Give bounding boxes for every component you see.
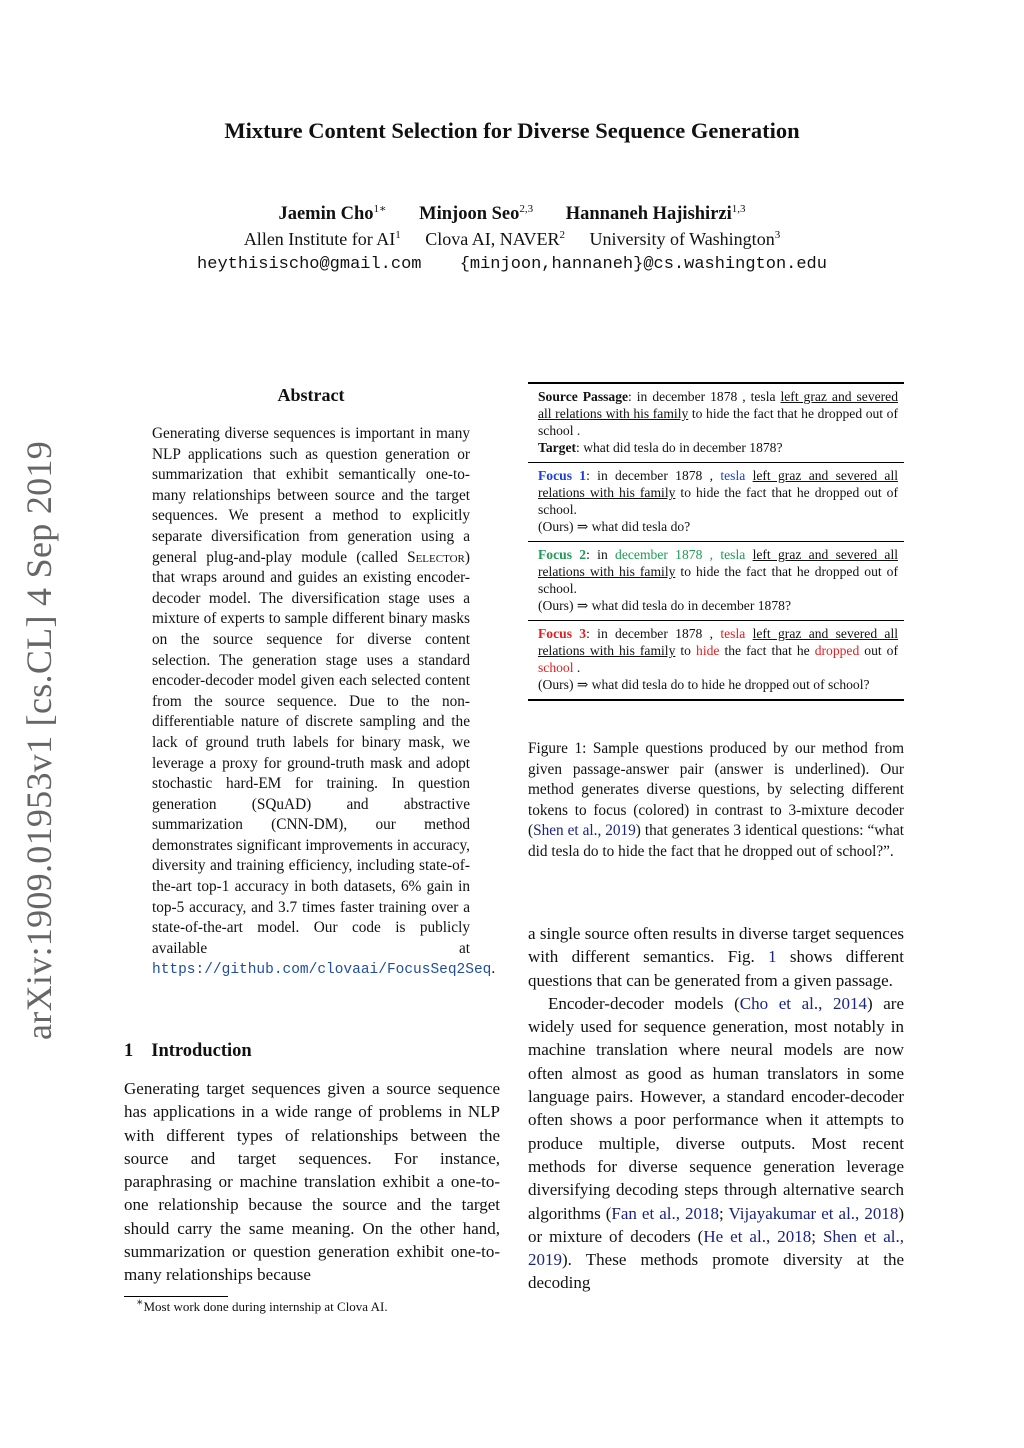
paragraph: Encoder-decoder models (Cho et al., 2014) are widely used for sequence generation, most notably in machine translation where neural models are now often almost as good as human translators in some language pairs. However, a standard encoder-decoder often shows a poor performance when it attempts to produce multiple, diverse outputs. Most recent methods for diverse sequence generation leverage diversifying decoding steps through alternative search algorithms (Fan et al., 2018; Vijayakumar et al., 2018) or mixture of decoders (He et al., 2018; Shen et al., 2019). These methods promote diversity at the decoding <box>528 993 904 1293</box>
source-passage-block: Source Passage: in december 1878 , tesla left graz and severed all relations with his family to hide the fact that he dropped out of school . Target: what did tesla do in december 1878? <box>528 382 904 462</box>
paper-title: Mixture Content Selection for Diverse Sequence Generation <box>224 118 800 143</box>
figure-ref-link[interactable]: 1 <box>768 947 777 967</box>
affiliation-1: Allen Institute for $AI^1$ <box>243 229 401 249</box>
footnote: ∗Most work done during internship at Clova AI. <box>136 1296 388 1314</box>
focus-2-block: Focus 2: in december 1878 , tesla left graz and severed all relations with his family to hide the fact that he dropped out of school. (Ours) ⇒ what did tesla do in december 1878? <box>528 541 904 620</box>
paragraph: a single source often results in diverse target sequences with different semantics. Fig. 1 shows different questions that can be generated from a given passage. <box>528 924 904 990</box>
intro-paragraph-right <box>528 922 904 1295</box>
author-2: Minjoon Seo$^{2,3}$ <box>419 202 534 224</box>
selector-term: Selector <box>407 548 465 566</box>
affiliation-2: Clova AI, NAVER$^2$ <box>425 229 565 249</box>
section-heading-introduction: 1 Introduction <box>124 1041 252 1061</box>
focus-3-block: Focus 3: in december 1878 , tesla left graz and severed all relations with his family to hide the fact that he dropped out of school . (Ours) ⇒ what did tesla do to hide he dropped out of school? <box>528 620 904 699</box>
citation-link[interactable]: Vijayakumar et al., 2018 <box>728 1203 899 1223</box>
focus-1-block: Focus 1: in december 1878 , tesla left graz and severed all relations with his family to hide the fact that he dropped out of school. (Ours) ⇒ what did tesla do? <box>528 462 904 541</box>
figure-bottom-rule <box>528 699 904 701</box>
citation-link[interactable]: He et al., 2018 <box>703 1226 812 1246</box>
author-list <box>0 204 1024 225</box>
email-2[interactable]: {minjoon,hannaneh}@cs.washington.edu <box>459 255 827 274</box>
citation-link[interactable]: Cho et al., 2014 <box>739 993 867 1013</box>
abstract-heading: Abstract <box>277 385 345 405</box>
citation-link[interactable]: Shen et al., 2019 <box>528 1226 904 1270</box>
citation-link[interactable]: Shen et al., 2019 <box>533 822 636 840</box>
figure-1-caption: Figure 1: Sample questions produced by our method from given passage-answer pair (answer is underlined). Our method generates diverse questions, by selecting different tokens to focus (colored) in contrast to 3-mixture decoder (Shen et al., 2019) that generates 3 identical questions: “what did tesla do to hide the fact that he dropped out of school?”. <box>528 740 904 860</box>
author-3: Hannaneh Hajishirzi$^{1,3}$ <box>565 202 746 224</box>
intro-paragraph-left: Generating target sequences given a source sequence has applications in a wide range of problems in NLP with different types of relationships between the source and target sequences. For instance, paraphrasing or machine translation exhibit a one-to-one relationship because the source and the target should carry the same meaning. On the other hand, summarization or question generation exhibit one-to-many relationships because <box>124 1079 500 1285</box>
email-1[interactable]: heythisischo@gmail.com <box>197 255 422 274</box>
email-list <box>0 255 1024 274</box>
code-url-link[interactable]: https://github.com/clovaai/FocusSeq2Seq <box>152 962 492 979</box>
author-1: Jaemin Cho$^{1∗}$ <box>278 202 387 224</box>
abstract-text: Generating diverse sequences is important in many NLP applications such as question generation or summarization that exhibit semantically one-to-many relationships between source and the target sequences. We present a method to explicitly separate diversification from generation using a general plug-and-play module (called Selector) that wraps around and guides an existing encoder-decoder model. The diversification stage uses a mixture of experts to sample different binary masks on the source sequence for diverse content selection. The generation stage uses a standard encoder-decoder model given each selected content from the source sequence. Due to the non-differentiable nature of discrete sampling and the lack of ground truth labels for binary mask, we leverage a proxy for ground-truth mask and adopt stochastic hard-EM for training. In question generation (SQuAD) and abstractive summarization (CNN-DM), our method demonstrates significant improvements in accuracy, diversity and training efficiency, including state-of-the-art top-1 accuracy in both datasets, 6% gain in top-5 accuracy, and 3.7 times faster training over a state-of-the-art model. Our code is publicly available at https://github.com/clovaai/FocusSeq2Seq. <box>152 425 496 979</box>
arxiv-identifier: arXiv:1909.01953v1 [cs.CL] 4 Sep 2019 <box>19 440 59 1040</box>
affiliation-3: University of Washington$^3$ <box>589 229 781 249</box>
affiliation-list <box>0 229 1024 250</box>
citation-link[interactable]: Fan et al., 2018 <box>611 1203 720 1223</box>
figure-1-table <box>528 382 904 701</box>
